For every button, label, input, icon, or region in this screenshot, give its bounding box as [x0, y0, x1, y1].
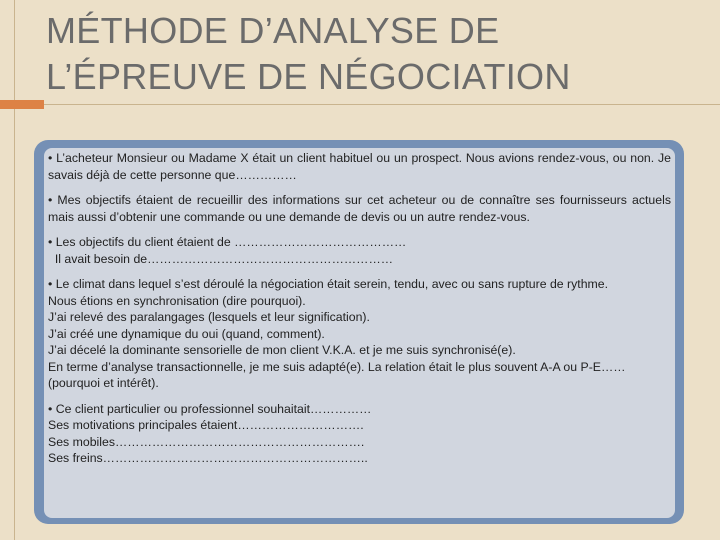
block-client-wishes-line-3: Ses mobiles……………………………………………………. — [48, 434, 365, 449]
content-panel — [34, 140, 684, 524]
title-line-1: MÉTHODE D’ANALYSE DE — [46, 10, 500, 51]
block-climate-line-2: Nous étions en synchronisation (dire pourquoi). — [48, 293, 306, 308]
block-climate — [48, 276, 671, 392]
slide-title — [46, 8, 706, 100]
block-my-objectives — [48, 192, 671, 225]
block-client-objectives-line-2: Il avait besoin de…………………………………………………… — [48, 251, 394, 266]
block-climate-line-1: • Le climat dans lequel s’est déroulé la négociation était serein, tendu, avec ou sans rupture de rythme. — [48, 277, 609, 291]
block-my-objectives-text: • Mes objectifs étaient de recueillir des informations sur cet acheteur ou de connaître ses fournisseurs actuels mais aussi d’obtenir une commande ou une demande de devis ou un autre rendez-vous. — [48, 193, 671, 224]
block-climate-line-3: J’ai relevé des paralangages (lesquels et leur signification). — [48, 310, 370, 324]
block-client-objectives — [48, 234, 671, 267]
block-client-status-text: • L’acheteur Monsieur ou Madame X était un client habituel ou un prospect. Nous avions rendez-vous, ou non. Je savais déjà de cette personne que…………… — [48, 151, 671, 182]
content-panel-body — [44, 148, 675, 518]
block-climate-line-6: En terme d’analyse transactionnelle, je me suis adapté(e). La relation était le plus souvent A-A ou P-E…… (pourquoi et intérêt). — [48, 359, 626, 390]
block-client-wishes — [48, 401, 671, 467]
title-accent-bar — [0, 100, 44, 109]
left-margin-rule — [14, 0, 15, 540]
block-client-objectives-line-1: • Les objectifs du client étaient de …………………………………… — [48, 235, 407, 249]
block-climate-line-5: J’ai décelé la dominante sensorielle de mon client V.K.A. et je me suis synchronisé(e). — [48, 343, 516, 357]
block-client-status — [48, 150, 671, 183]
block-climate-line-4: J’ai créé une dynamique du oui (quand, comment). — [48, 326, 325, 341]
title-divider — [44, 104, 720, 105]
block-client-wishes-line-2: Ses motivations principales étaient…………………………. — [48, 418, 364, 432]
block-client-wishes-line-4: Ses freins……………………………………………………….. — [48, 451, 368, 465]
title-line-2: L’ÉPREUVE DE NÉGOCIATION — [46, 56, 571, 97]
block-client-wishes-line-1: • Ce client particulier ou professionnel souhaitait…………… — [48, 401, 372, 416]
